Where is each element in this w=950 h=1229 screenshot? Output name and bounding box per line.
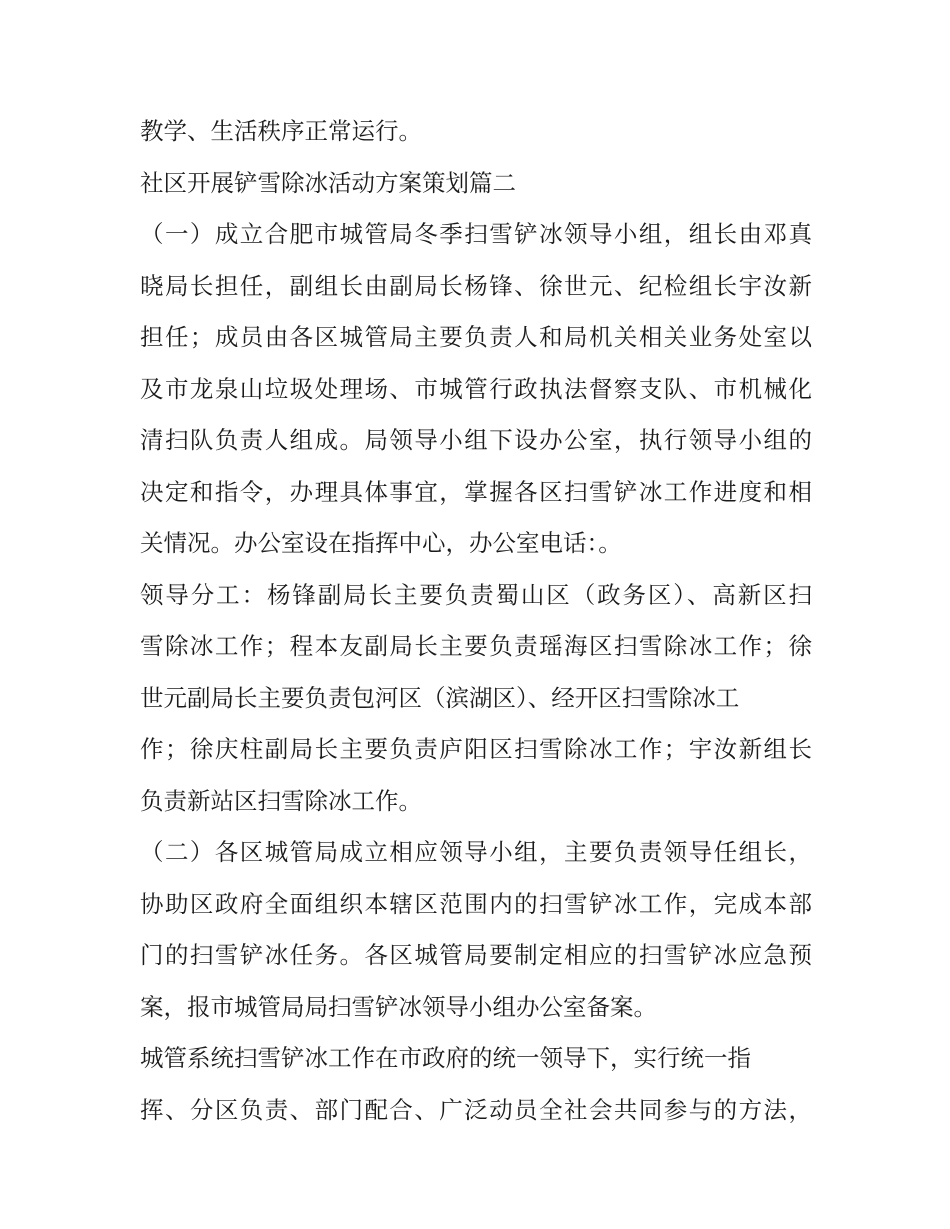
text-line: 雪除冰工作；程本友副局长主要负责瑶海区扫雪除冰工作；徐 — [140, 632, 812, 660]
text-line: 世元副局长主要负责包河区（滨湖区）、经开区扫雪除冰工 — [140, 683, 740, 712]
text-line: 城管系统扫雪铲冰工作在市政府的统一领导下，实行统一指 — [140, 1044, 751, 1072]
text-line: 及市龙泉山垃圾处理场、市城管行政执法督察支队、市机械化 — [140, 374, 812, 403]
text-line: 负责新站区扫雪除冰工作。 — [140, 786, 422, 815]
text-line: 领导分工：杨锋副局长主要负责蜀山区（政务区）、高新区扫 — [140, 580, 812, 609]
text-line: 关情况。办公室设在指挥中心，办公室电话：。 — [140, 529, 622, 557]
text-line: 教学、生活秩序正常运行。 — [140, 117, 422, 145]
text-line: 门的扫雪铲冰任务。各区城管局要制定相应的扫雪铲冰应急预 — [140, 941, 812, 969]
text-line: 晓局长担任，副组长由副局长杨锋、徐世元、纪检组长宇汝新 — [140, 271, 812, 300]
text-line: 决定和指令，办理具体事宜，掌握各区扫雪铲冰工作进度和相 — [140, 477, 812, 506]
text-line: 挥、分区负责、部门配合、广泛动员全社会共同参与的方法， — [140, 1095, 812, 1124]
text-line: 担任；成员由各区城管局主要负责人和局机关相关业务处室以 — [140, 323, 812, 351]
document-body — [140, 106, 812, 1136]
text-line: 清扫队负责人组成。局领导小组下设办公室，执行领导小组的 — [140, 426, 812, 454]
text-line: 协助区政府全面组织本辖区范围内的扫雪铲冰工作，完成本部 — [140, 889, 812, 918]
text-line: （一）成立合肥市城管局冬季扫雪铲冰领导小组，组长由邓真 — [140, 220, 812, 248]
text-line: 作；徐庆柱副局长主要负责庐阳区扫雪除冰工作；宇汝新组长 — [140, 735, 812, 763]
text-line: （二）各区城管局成立相应领导小组，主要负责领导任组长， — [140, 838, 812, 866]
text-line: 案，报市城管局局扫雪铲冰领导小组办公室备案。 — [140, 992, 657, 1021]
section-heading: 社区开展铲雪除冰活动方案策划篇二 — [140, 168, 516, 197]
